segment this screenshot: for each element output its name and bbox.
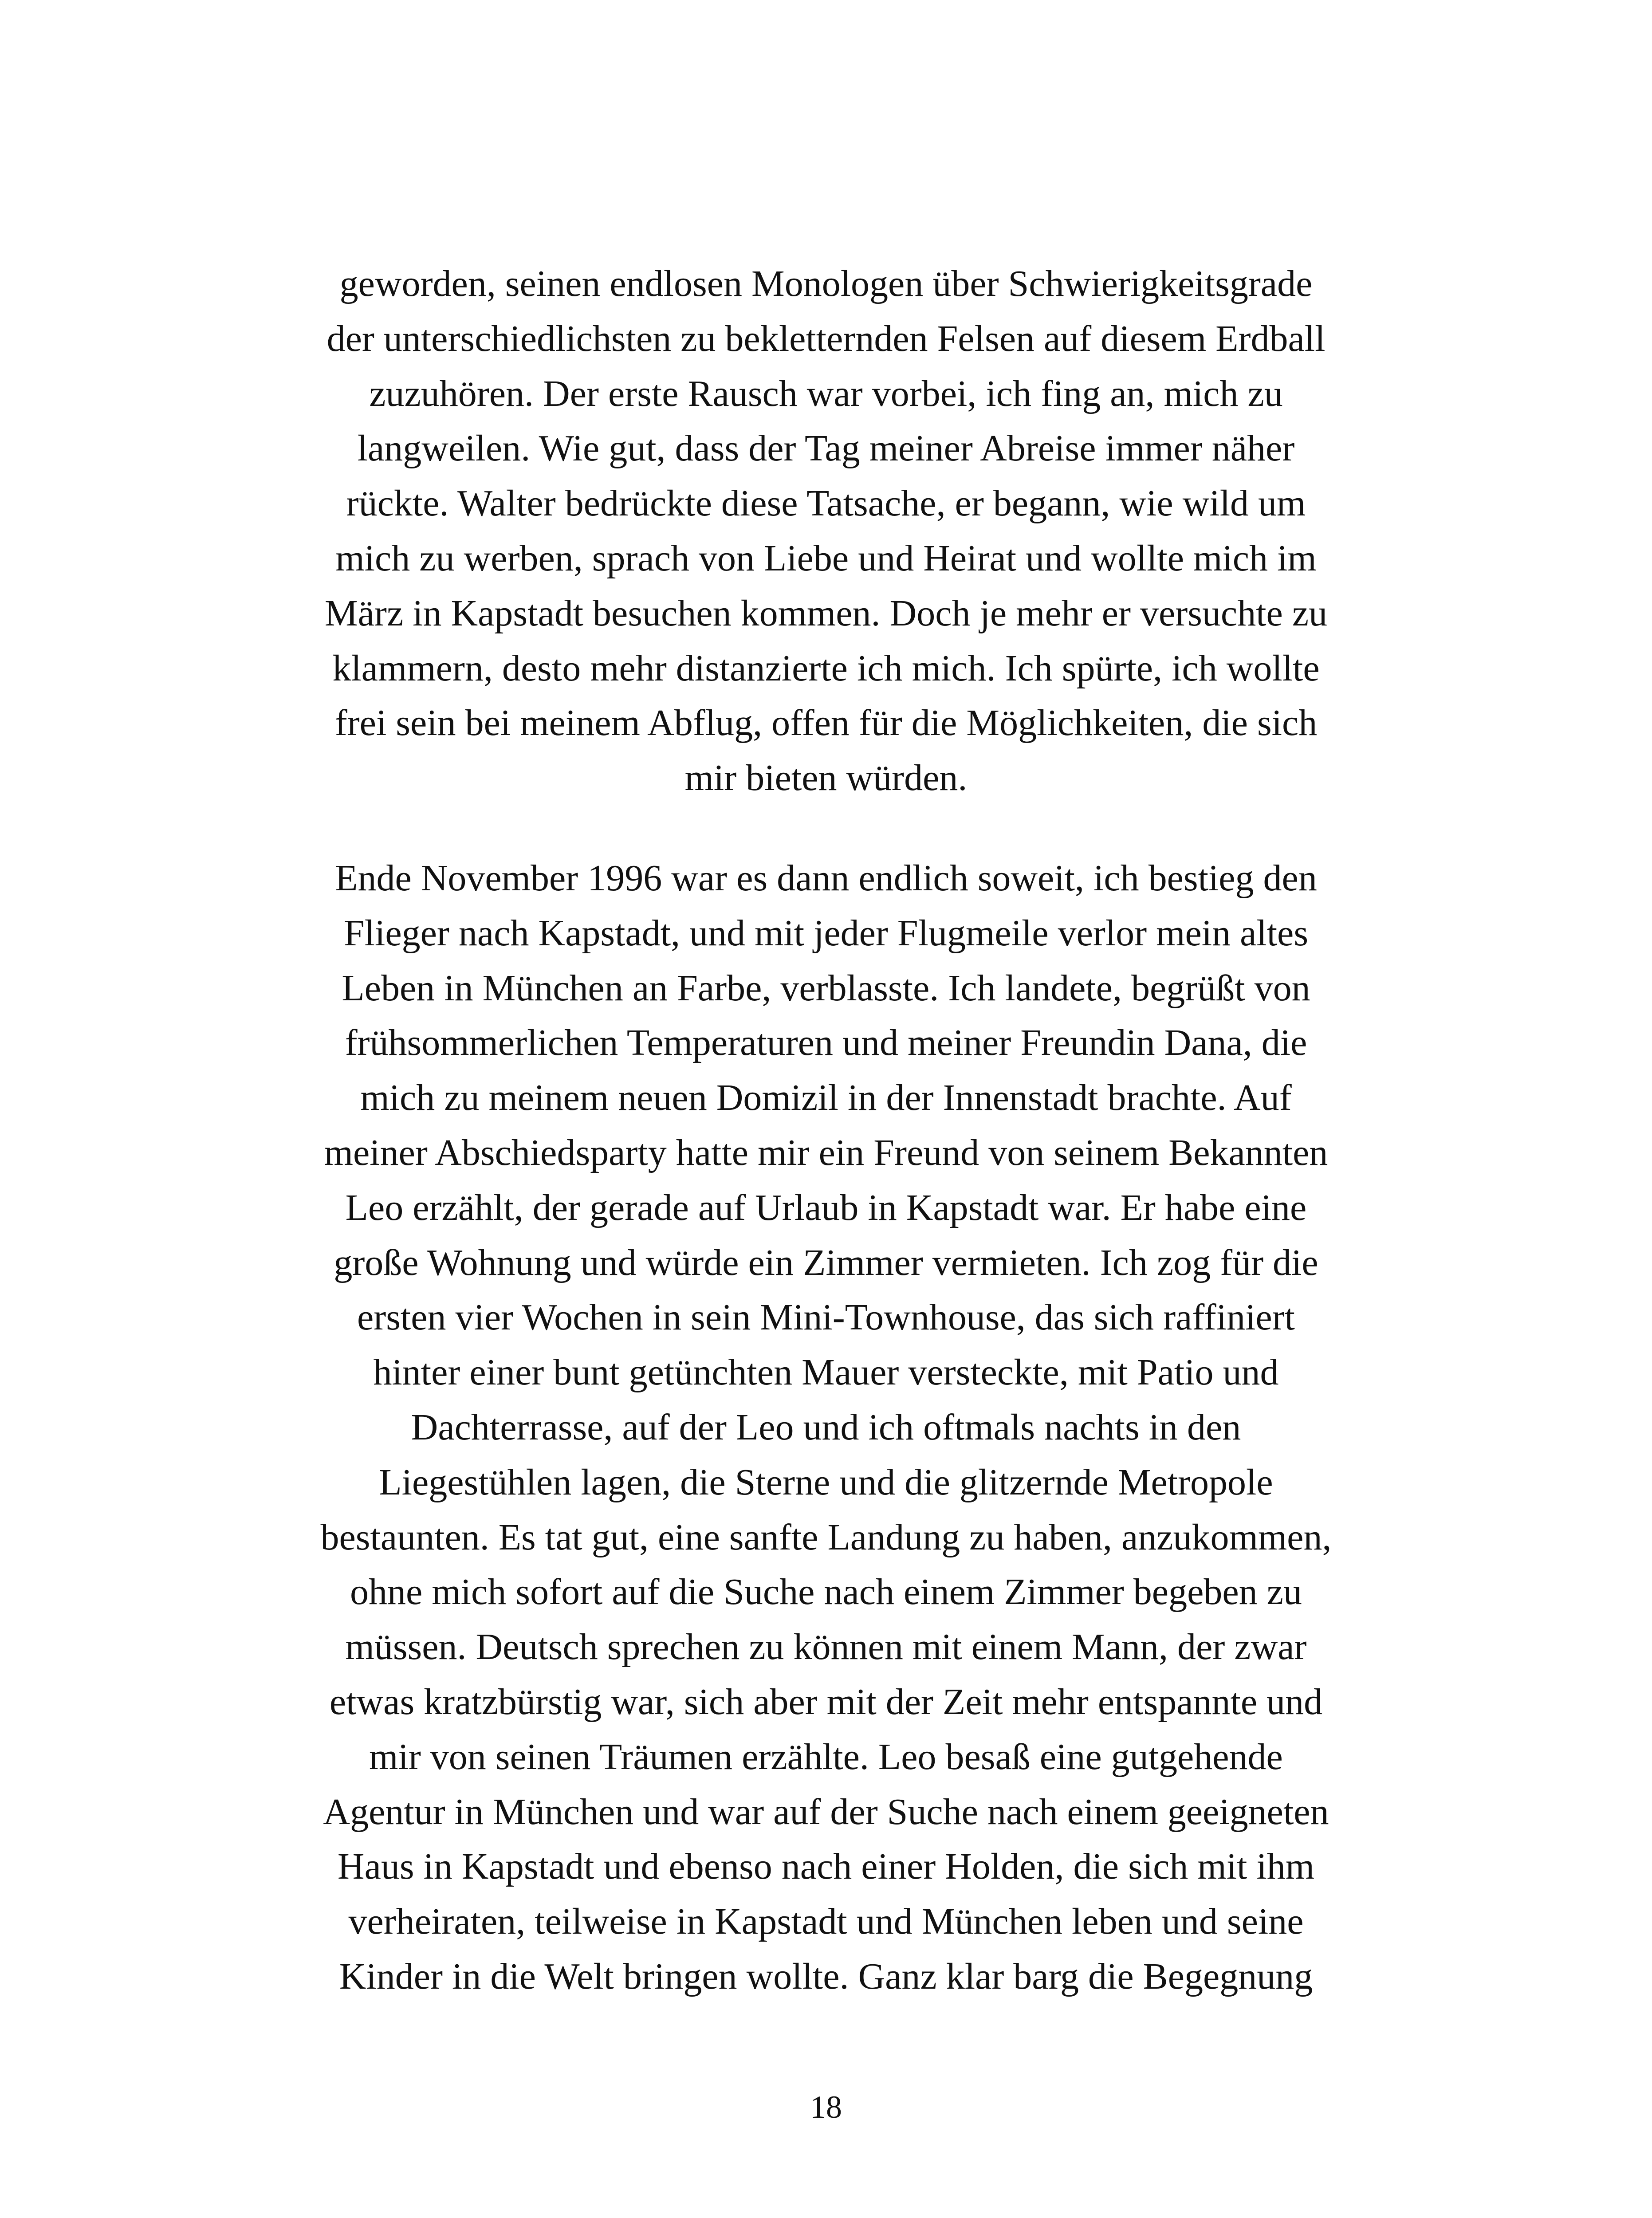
text-line: frühsommerlichen Temperaturen und meiner Freundin Dana, die [345, 1022, 1307, 1064]
text-line: müssen. Deutsch sprechen zu können mit einem Mann, der zwar [345, 1626, 1307, 1668]
text-line: bestaunten. Es tat gut, eine sanfte Landung zu haben, anzukommen, [320, 1516, 1332, 1558]
text-line: Flieger nach Kapstadt, und mit jeder Flugmeile verlor mein altes [343, 912, 1309, 954]
text-line: Haus in Kapstadt und ebenso nach einer Holden, die sich mit ihm [337, 1846, 1315, 1888]
text-line: ersten vier Wochen in sein Mini-Townhouse, das sich raffiniert [357, 1297, 1295, 1338]
text-line: Leben in München an Farbe, verblasste. Ich landete, begrüßt von [342, 967, 1310, 1009]
text-line: ohne mich sofort auf die Suche nach einem Zimmer begeben zu [350, 1571, 1302, 1613]
text-line: klammern, desto mehr distanzierte ich mich. Ich spürte, ich wollte [332, 647, 1320, 689]
text-line: Liegestühlen lagen, die Sterne und die glitzernde Metropole [379, 1461, 1273, 1503]
text-line: große Wohnung und würde ein Zimmer vermieten. Ich zog für die [334, 1242, 1318, 1283]
text-line: zuzuhören. Der erste Rausch war vorbei, ich fing an, mich zu [369, 373, 1283, 414]
text-line: rückte. Walter bedrückte diese Tatsache, er begann, wie wild um [346, 483, 1306, 524]
text-line: langweilen. Wie gut, dass der Tag meiner Abreise immer näher [357, 428, 1295, 469]
paragraph-2 [169, 851, 1483, 2004]
text-line: Kinder in die Welt bringen wollte. Ganz klar barg die Begegnung [339, 1955, 1313, 1997]
text-line: mir bieten würden. [684, 757, 968, 799]
text-line: geworden, seinen endlosen Monologen über Schwierigkeitsgrade [339, 263, 1313, 304]
text-line: hinter einer bunt getünchten Mauer versteckte, mit Patio und [373, 1352, 1279, 1393]
text-line: etwas kratzbürstig war, sich aber mit der Zeit mehr entspannte und [329, 1681, 1323, 1722]
text-line: Leo erzählt, der gerade auf Urlaub in Kapstadt war. Er habe eine [345, 1187, 1307, 1228]
text-line: verheiraten, teilweise in Kapstadt und München leben und seine [348, 1901, 1304, 1943]
text-line: der unterschiedlichsten zu bekletternden Felsen auf diesem Erdball [326, 318, 1326, 359]
text-line: mich zu werben, sprach von Liebe und Heirat und wollte mich im [335, 537, 1317, 579]
text-line: mich zu meinem neuen Domizil in der Innenstadt brachte. Auf [360, 1077, 1292, 1119]
text-line: März in Kapstadt besuchen kommen. Doch je mehr er versuchte zu [324, 592, 1328, 634]
text-line: Agentur in München und war auf der Suche nach einem geeigneten [323, 1791, 1329, 1833]
page-number: 18 [810, 2089, 842, 2125]
text-line: Ende November 1996 war es dann endlich soweit, ich bestieg den [335, 857, 1317, 899]
text-line: Dachterrasse, auf der Leo und ich oftmals nachts in den [411, 1406, 1241, 1448]
text-line: frei sein bei meinem Abflug, offen für die Möglichkeiten, die sich [334, 702, 1318, 744]
paragraph-1 [169, 256, 1483, 806]
text-line: meiner Abschiedsparty hatte mir ein Freund von seinem Bekannten [324, 1132, 1328, 1173]
text-line: mir von seinen Träumen erzählte. Leo besaß eine gutgehende [369, 1736, 1283, 1778]
